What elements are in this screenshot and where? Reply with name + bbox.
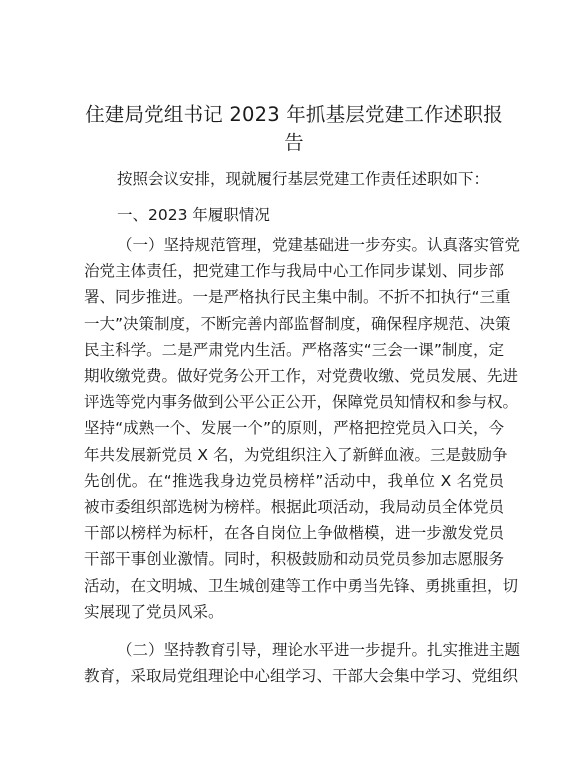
paragraph-line: （一）坚持规范管理，党建基础进一步夯实。认真落实管党: [117, 236, 521, 254]
title-line-2: 告: [284, 131, 304, 154]
paragraph-line: 被市委组织部选树为榜样。根据此项活动，我局动员全体党员: [84, 498, 504, 517]
paragraph-line: （二）坚持教育引导，理论水平进一步提升。扎实推进主题: [117, 641, 521, 659]
document-title: [80, 101, 508, 157]
section-heading-1: 一、2023 年履职情况: [117, 206, 270, 224]
paragraph-line: 干部干事创业激情。同时，积极鼓励和动员党员参加志愿服务: [84, 550, 504, 569]
paragraph-line: 民主科学。二是严肃党内生活。严格落实“三会一课”制度，定: [84, 340, 504, 359]
paragraph-line: 活动，在文明城、卫生城创建等工作中勇当先锋、勇挑重担，切: [84, 576, 519, 595]
paragraph-line: 实展现了党员风采。: [84, 602, 224, 621]
paragraph-line: 干部以榜样为标杆，在各自岗位上争做楷模，进一步激发党员: [84, 524, 504, 543]
paragraph-line: 期收缴党费。做好党务公开工作，对党费收缴、党员发展、先进: [84, 367, 519, 386]
body-paragraph-2: [84, 637, 521, 689]
paragraph-line: 教育，采取局党组理论中心组学习、干部大会集中学习、党组织: [84, 667, 519, 686]
paragraph-line: 先创优。在“推选我身边党员榜样”活动中，我单位 X 名党员: [84, 471, 504, 490]
paragraph-line: 坚持“成熟一个、发展一个”的原则，严格把控党员入口关，今: [84, 419, 504, 438]
body-paragraph-1: [84, 232, 521, 625]
intro-paragraph: 按照会议安排，现就履行基层党建工作责任述职如下：: [117, 170, 490, 188]
paragraph-line: 署、同步推进。一是严格执行民主集中制。不折不扣执行“三重: [84, 288, 511, 307]
paragraph-line: 年共发展新党员 X 名，为党组织注入了新鲜血液。三是鼓励争: [84, 445, 508, 464]
title-line-1: 住建局党组书记 2023 年抓基层党建工作述职报: [85, 103, 503, 126]
paragraph-line: 治党主体责任，把党建工作与我局中心工作同步谋划、同步部: [84, 262, 504, 281]
paragraph-line: 评选等党内事务做到公平公正公开，保障党员知情权和参与权。: [84, 393, 519, 412]
paragraph-line: 一大”决策制度，不断完善内部监督制度，确保程序规范、决策: [84, 314, 511, 333]
